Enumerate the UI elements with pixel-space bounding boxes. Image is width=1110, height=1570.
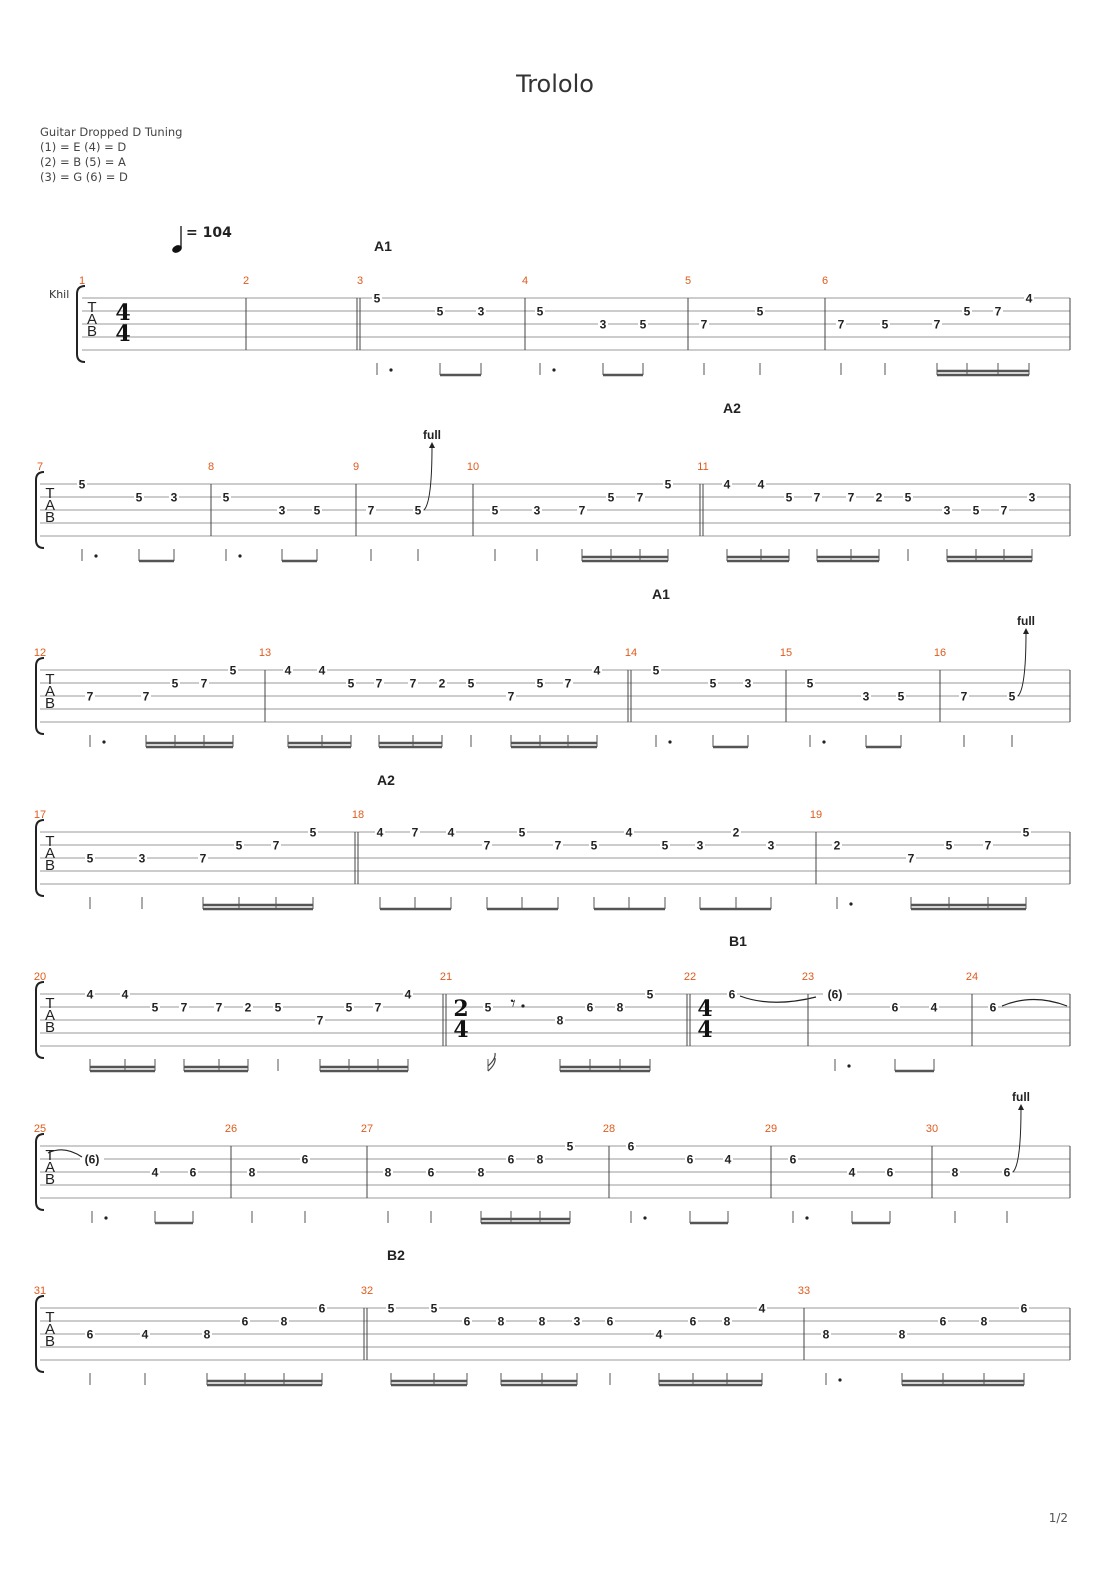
measure-number: 21: [439, 971, 453, 983]
fret-number: 7: [215, 1000, 223, 1015]
tab-clef-letter: A: [44, 1007, 56, 1024]
measure-number: 8: [207, 461, 215, 473]
tuning-name: Guitar Dropped D Tuning: [40, 125, 183, 139]
fret-number: 7: [199, 851, 207, 866]
fret-number: 8: [203, 1327, 211, 1342]
fret-number: 7: [142, 689, 150, 704]
fret-number: 5: [963, 304, 971, 319]
measure-number: 27: [360, 1123, 374, 1135]
fret-number: 8: [951, 1165, 959, 1180]
fret-number: 5: [607, 490, 615, 505]
fret-number: 4: [625, 825, 633, 840]
fret-number: 6: [586, 1000, 594, 1015]
fret-number: 6: [1020, 1301, 1028, 1316]
fret-number: 8: [538, 1314, 546, 1329]
measure-number: 29: [764, 1123, 778, 1135]
fret-number: 7: [272, 838, 280, 853]
page-number: 1/2: [1048, 1511, 1068, 1525]
fret-number: 5: [881, 317, 889, 332]
fret-number: 5: [897, 689, 905, 704]
time-signature-bottom: 4: [697, 1017, 713, 1043]
measure-number: 17: [33, 809, 47, 821]
measure-number: 9: [352, 461, 360, 473]
fret-number: 6: [606, 1314, 614, 1329]
fret-number: 5: [484, 1000, 492, 1015]
fret-number: 7: [507, 689, 515, 704]
fret-number: 7: [700, 317, 708, 332]
measure-number: 12: [33, 647, 47, 659]
fret-number: 3: [477, 304, 485, 319]
fret-number: 6: [427, 1165, 435, 1180]
tie-arc: [740, 996, 816, 1002]
measure-number: 7: [36, 461, 44, 473]
fret-number: 5: [785, 490, 793, 505]
tab-clef-letter: T: [45, 833, 55, 850]
fret-number: 5: [229, 663, 237, 678]
fret-number: 4: [724, 1152, 732, 1167]
fret-number: 5: [806, 676, 814, 691]
fret-number: 6: [686, 1152, 694, 1167]
fret-number: 4: [757, 477, 765, 492]
measure-number: 14: [624, 647, 638, 659]
fret-number: 8: [898, 1327, 906, 1342]
time-signature-top: 4: [115, 300, 131, 326]
fret-number: 7: [907, 851, 915, 866]
fret-number: 7: [636, 490, 644, 505]
fret-number: 2: [438, 676, 446, 691]
fret-number: 8: [384, 1165, 392, 1180]
fret-number: 7: [837, 317, 845, 332]
dotted-rhythm: [822, 740, 825, 743]
tab-clef-letter: A: [44, 683, 56, 700]
fret-number: 4: [86, 987, 94, 1002]
fret-number: 3: [862, 689, 870, 704]
fret-number: 7: [483, 838, 491, 853]
dotted-rhythm: [238, 554, 241, 557]
fret-number: 5: [467, 676, 475, 691]
tab-clef-letter: T: [45, 485, 55, 502]
fret-number: 7: [200, 676, 208, 691]
fret-number: 5: [972, 503, 980, 518]
fret-number: 4: [141, 1327, 149, 1342]
fret-number: 5: [313, 503, 321, 518]
tab-clef-letter: B: [44, 1333, 56, 1350]
measure-number: 3: [356, 275, 364, 287]
fret-number: 5: [387, 1301, 395, 1316]
tab-clef-letter: B: [44, 509, 56, 526]
fret-number: 5: [904, 490, 912, 505]
fret-number: 6: [463, 1314, 471, 1329]
time-signature-top: 4: [697, 996, 713, 1022]
fret-number: 5: [536, 676, 544, 691]
dotted-rhythm: [104, 1216, 107, 1219]
fret-number: 5: [309, 825, 317, 840]
fret-number: 7: [86, 689, 94, 704]
fret-number: 5: [86, 851, 94, 866]
fret-number: 5: [414, 503, 422, 518]
fret-number: 7: [180, 1000, 188, 1015]
fret-number: 5: [135, 490, 143, 505]
time-signature-bottom: 4: [453, 1017, 469, 1043]
measure-number: 16: [933, 647, 947, 659]
section-marker: B2: [387, 1247, 405, 1263]
dotted-rhythm: [389, 368, 392, 371]
fret-number: 3: [278, 503, 286, 518]
tab-clef-letter: A: [44, 1321, 56, 1338]
fret-number: 6: [507, 1152, 515, 1167]
fret-number: 4: [930, 1000, 938, 1015]
fret-number: 4: [447, 825, 455, 840]
fret-number: 5: [756, 304, 764, 319]
tab-clef-letter: B: [44, 857, 56, 874]
fret-number: 7: [578, 503, 586, 518]
fret-number: 3: [696, 838, 704, 853]
fret-number: 8: [280, 1314, 288, 1329]
fret-number: (6): [827, 987, 843, 1002]
tab-clef-letter: T: [45, 995, 55, 1012]
fret-number: 3: [573, 1314, 581, 1329]
fret-number: 8: [536, 1152, 544, 1167]
fret-number: 4: [1025, 291, 1033, 306]
track-name: Khil: [49, 288, 70, 301]
fret-number: (6): [84, 1152, 100, 1167]
fret-number: 5: [664, 477, 672, 492]
measure-number: 19: [809, 809, 823, 821]
bend-arrow: [1018, 1104, 1024, 1110]
fret-number: 5: [536, 304, 544, 319]
measure-number: 32: [360, 1285, 374, 1297]
fret-number: 8: [556, 1013, 564, 1028]
measure-number: 5: [684, 275, 692, 287]
fret-number: 7: [933, 317, 941, 332]
fret-number: 6: [627, 1139, 635, 1154]
dotted-rhythm: [643, 1216, 646, 1219]
bend-curve: [1018, 632, 1026, 696]
bend-curve: [424, 446, 432, 510]
fret-number: 5: [151, 1000, 159, 1015]
tuning-line: (2) = B (5) = A: [40, 155, 126, 169]
tab-clef-letter: B: [44, 1019, 56, 1036]
tab-clef-letter: T: [45, 671, 55, 688]
fret-number: 6: [728, 987, 736, 1002]
fret-number: 6: [189, 1165, 197, 1180]
measure-number: 13: [258, 647, 272, 659]
fret-number: 5: [1022, 825, 1030, 840]
fret-number: 5: [518, 825, 526, 840]
fret-number: 5: [345, 1000, 353, 1015]
fret-number: 7: [374, 1000, 382, 1015]
section-marker: B1: [729, 933, 747, 949]
eighth-rest: 𝄾: [510, 991, 516, 1015]
fret-number: 5: [709, 676, 717, 691]
fret-number: 6: [241, 1314, 249, 1329]
tab-clef-letter: A: [44, 497, 56, 514]
fret-number: 6: [886, 1165, 894, 1180]
tuning-line: (1) = E (4) = D: [40, 140, 127, 154]
fret-number: 4: [404, 987, 412, 1002]
dotted-rhythm: [805, 1216, 808, 1219]
measure-number: 11: [697, 461, 709, 473]
fret-number: 6: [689, 1314, 697, 1329]
tempo-value: = 104: [186, 225, 232, 241]
fret-number: 7: [367, 503, 375, 518]
song-title: Trololo: [516, 70, 594, 98]
fret-number: 5: [436, 304, 444, 319]
fret-number: 3: [1028, 490, 1036, 505]
fret-number: 7: [984, 838, 992, 853]
fret-number: 7: [375, 676, 383, 691]
tab-clef-letter: T: [45, 1309, 55, 1326]
tab-clef-letter: A: [86, 311, 98, 328]
measure-number: 23: [801, 971, 815, 983]
tab-clef-letter: A: [44, 845, 56, 862]
measure-number: 26: [224, 1123, 238, 1135]
fret-number: 7: [564, 676, 572, 691]
measure-number: 30: [925, 1123, 939, 1135]
fret-number: 4: [376, 825, 384, 840]
fret-number: 8: [248, 1165, 256, 1180]
fret-number: 5: [235, 838, 243, 853]
fret-number: 5: [347, 676, 355, 691]
fret-number: 7: [813, 490, 821, 505]
fret-number: 2: [732, 825, 740, 840]
fret-number: 3: [744, 676, 752, 691]
measure-number: 6: [821, 275, 829, 287]
fret-number: 6: [891, 1000, 899, 1015]
fret-number: 3: [138, 851, 146, 866]
fret-number: 5: [1008, 689, 1016, 704]
measure-number: 31: [33, 1285, 47, 1297]
fret-number: 8: [616, 1000, 624, 1015]
measure-number: 15: [779, 647, 793, 659]
fret-number: 5: [652, 663, 660, 678]
bend-label: full: [1017, 614, 1035, 628]
tab-clef-letter: B: [44, 695, 56, 712]
dotted-rhythm: [849, 902, 852, 905]
fret-number: 3: [943, 503, 951, 518]
fret-number: 4: [723, 477, 731, 492]
tab-clef-letter: T: [87, 299, 97, 316]
fret-number: 7: [409, 676, 417, 691]
fret-number: 8: [477, 1165, 485, 1180]
measure-number: 18: [351, 809, 365, 821]
fret-number: 4: [593, 663, 601, 678]
bend-label: full: [423, 428, 441, 442]
time-signature-bottom: 4: [115, 321, 131, 347]
time-signature-top: 2: [453, 996, 469, 1022]
fret-number: 2: [833, 838, 841, 853]
fret-number: 6: [1003, 1165, 1011, 1180]
fret-number: 8: [980, 1314, 988, 1329]
dotted-rhythm: [838, 1378, 841, 1381]
fret-number: 4: [848, 1165, 856, 1180]
fret-number: 4: [758, 1301, 766, 1316]
fret-number: 6: [939, 1314, 947, 1329]
fret-number: 7: [994, 304, 1002, 319]
fret-number: 5: [491, 503, 499, 518]
section-marker: A1: [374, 238, 392, 254]
fret-number: 4: [318, 663, 326, 678]
fret-number: 2: [875, 490, 883, 505]
fret-number: 7: [411, 825, 419, 840]
measure-number: 28: [602, 1123, 616, 1135]
fret-number: 5: [590, 838, 598, 853]
bend-arrow: [1023, 628, 1029, 634]
fret-number: 4: [284, 663, 292, 678]
fret-number: 2: [244, 1000, 252, 1015]
fret-number: 6: [789, 1152, 797, 1167]
fret-number: 5: [274, 1000, 282, 1015]
fret-number: 5: [646, 987, 654, 1002]
fret-number: 5: [171, 676, 179, 691]
section-marker: A2: [723, 400, 741, 416]
dotted-rhythm: [847, 1064, 850, 1067]
bend-curve: [1013, 1108, 1021, 1172]
dotted-rhythm: [668, 740, 671, 743]
tie-arc: [1002, 1000, 1067, 1007]
dotted-rhythm: [94, 554, 97, 557]
fret-number: 5: [566, 1139, 574, 1154]
fret-number: 7: [960, 689, 968, 704]
fret-number: 3: [533, 503, 541, 518]
measure-number: 24: [965, 971, 979, 983]
measure-number: 1: [78, 275, 86, 287]
bend-arrow: [429, 442, 435, 448]
section-marker: A2: [377, 772, 395, 788]
fret-number: 8: [497, 1314, 505, 1329]
fret-number: 4: [151, 1165, 159, 1180]
fret-number: 3: [170, 490, 178, 505]
fret-number: 3: [599, 317, 607, 332]
measure-number: 2: [242, 275, 250, 287]
fret-number: 5: [373, 291, 381, 306]
measure-number: 20: [33, 971, 47, 983]
fret-number: 6: [989, 1000, 997, 1015]
fret-number: 8: [723, 1314, 731, 1329]
fret-number: 3: [767, 838, 775, 853]
fret-number: 5: [430, 1301, 438, 1316]
fret-number: 6: [318, 1301, 326, 1316]
fret-number: 4: [121, 987, 129, 1002]
bend-label: full: [1012, 1090, 1030, 1104]
fret-number: 7: [316, 1013, 324, 1028]
fret-number: 6: [86, 1327, 94, 1342]
measure-number: 22: [683, 971, 697, 983]
fret-number: 7: [554, 838, 562, 853]
fret-number: 7: [1000, 503, 1008, 518]
measure-number: 4: [521, 275, 529, 287]
measure-number: 25: [33, 1123, 47, 1135]
fret-number: 8: [822, 1327, 830, 1342]
tab-clef-letter: B: [86, 323, 98, 340]
section-marker: A1: [652, 586, 670, 602]
fret-number: 5: [639, 317, 647, 332]
measure-number: 33: [797, 1285, 811, 1297]
measure-number: 10: [466, 461, 480, 473]
fret-number: 4: [655, 1327, 663, 1342]
fret-number: 7: [847, 490, 855, 505]
dotted-rhythm: [102, 740, 105, 743]
fret-number: 5: [78, 477, 86, 492]
fret-number: 6: [301, 1152, 309, 1167]
tuning-line: (3) = G (6) = D: [40, 170, 128, 184]
tab-clef-letter: A: [44, 1159, 56, 1176]
rest-dot: [521, 1004, 524, 1007]
dotted-rhythm: [552, 368, 555, 371]
fret-number: 5: [222, 490, 230, 505]
tab-clef-letter: T: [45, 1147, 55, 1164]
tab-clef-letter: B: [44, 1171, 56, 1188]
fret-number: 5: [661, 838, 669, 853]
fret-number: 5: [945, 838, 953, 853]
